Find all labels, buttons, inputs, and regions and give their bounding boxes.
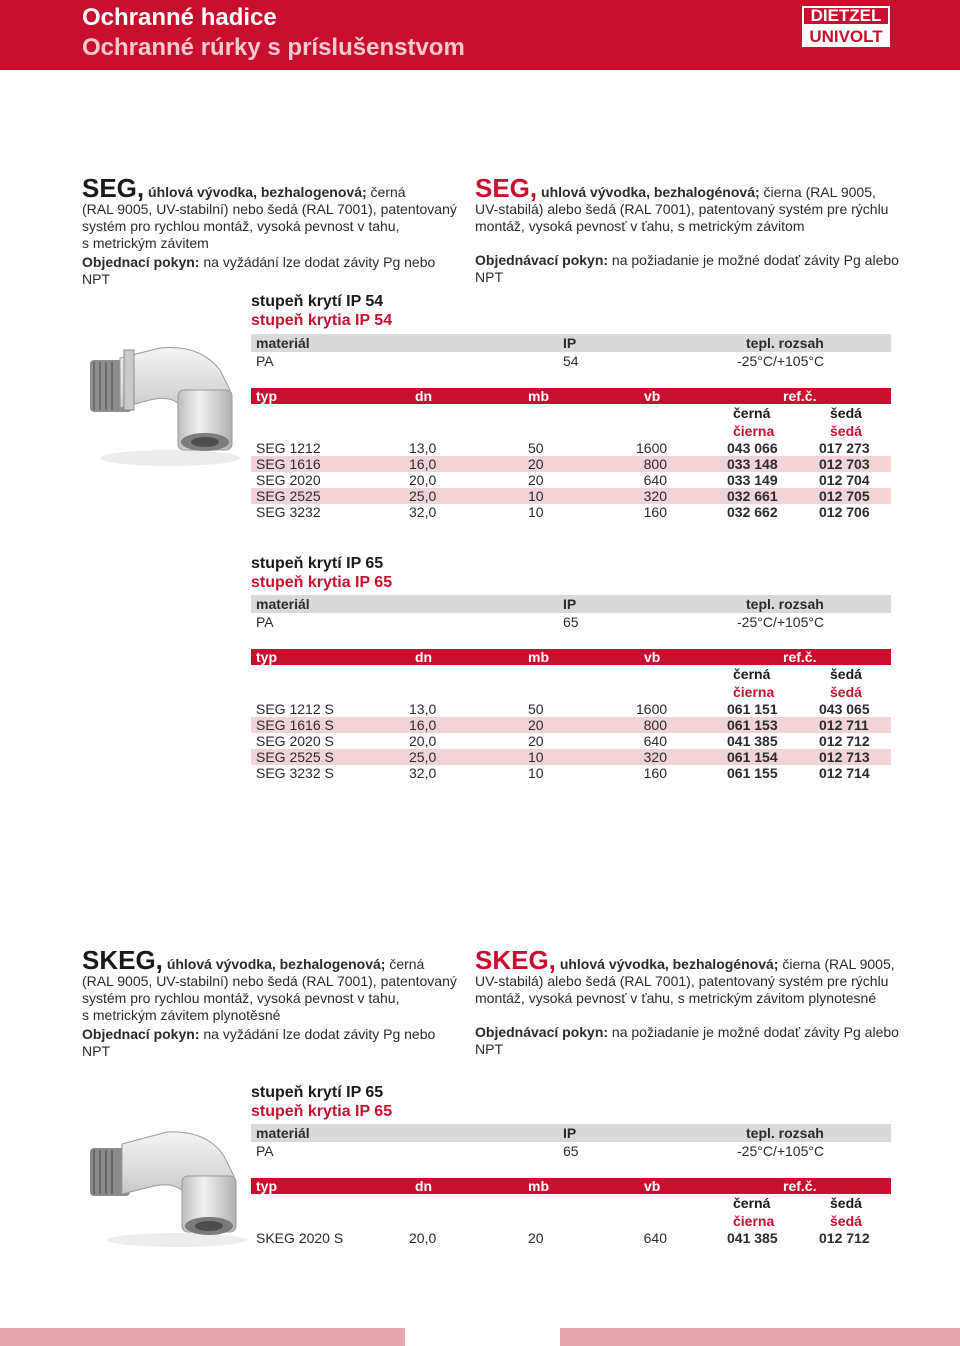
color-grey: šedá xyxy=(830,1195,862,1211)
cell-dn: 25,0 xyxy=(409,488,437,504)
order-note xyxy=(82,1026,467,1060)
order-text: NPT xyxy=(475,269,503,285)
material-table xyxy=(251,595,891,631)
table-row xyxy=(251,440,891,456)
cell-typ: SEG 1212 xyxy=(256,440,321,456)
table-row xyxy=(251,733,891,749)
cell-r1: 061 155 xyxy=(727,765,778,781)
seg-description-cz xyxy=(82,173,467,288)
color-row-sk xyxy=(251,683,891,701)
col-dn: dn xyxy=(415,1178,433,1194)
ip-label: IP xyxy=(563,335,577,351)
ip-value: 65 xyxy=(563,1143,579,1159)
cell-r1: 061 154 xyxy=(727,749,778,765)
cell-dn: 13,0 xyxy=(409,440,437,456)
col-ref: ref.č. xyxy=(783,388,817,404)
material-table xyxy=(251,334,891,370)
cell-r1: 033 148 xyxy=(727,456,778,472)
temp-label: tepl. rozsah xyxy=(746,1125,824,1141)
product-name: SEG, xyxy=(475,173,538,203)
table-row xyxy=(251,456,891,472)
order-text: NPT xyxy=(475,1041,503,1057)
cell-dn: 20,0 xyxy=(409,733,437,749)
color-black: čierna xyxy=(733,423,775,439)
product-lead: úhlová vývodka, bezhalogenová; xyxy=(166,956,386,972)
table-row xyxy=(251,488,891,504)
cell-vb: 160 xyxy=(643,765,667,781)
cell-r2: 043 065 xyxy=(819,701,870,717)
color-grey: šedá xyxy=(830,666,862,682)
material-value: PA xyxy=(256,1143,274,1159)
product-lead: uhlová vývodka, bezhalogénová; xyxy=(541,184,760,200)
desc-line: systém pro rychlou montáž, vysoká pevnost v tahu, xyxy=(82,218,400,234)
table-row xyxy=(251,504,891,520)
cell-vb: 1600 xyxy=(636,701,668,717)
product-name: SKEG, xyxy=(82,945,163,975)
col-mb: mb xyxy=(528,649,549,665)
order-note xyxy=(475,252,905,269)
ip-title-cz: stupeň krytí IP 65 xyxy=(251,555,384,572)
desc-line: s metrickým závitem xyxy=(82,235,209,251)
cell-vb: 800 xyxy=(643,456,667,472)
color-black: čierna xyxy=(733,1213,775,1229)
col-dn: dn xyxy=(415,649,433,665)
table-body xyxy=(251,1230,891,1246)
cell-mb: 10 xyxy=(528,504,544,520)
color-row-cz xyxy=(251,665,891,683)
cell-typ: SEG 2525 S xyxy=(256,749,334,765)
logo-bottom-text: UNIVOLT xyxy=(802,26,890,47)
product-name: SEG, xyxy=(82,173,145,203)
col-typ: typ xyxy=(256,1178,277,1194)
temp-value: -25°C/+105°C xyxy=(737,1143,825,1159)
ip-label: IP xyxy=(563,596,577,612)
material-value: PA xyxy=(256,353,274,369)
material-value: PA xyxy=(256,614,274,630)
skeg-description-sk xyxy=(475,945,905,1058)
cell-dn: 25,0 xyxy=(409,749,437,765)
cell-r2: 012 713 xyxy=(819,749,870,765)
material-header-row xyxy=(251,1124,891,1142)
temp-value: -25°C/+105°C xyxy=(737,353,825,369)
desc-line: montáž, vysoká pevnosť v ťahu, s metrickým závitom xyxy=(475,218,805,234)
ip-rating-title xyxy=(251,554,392,592)
desc-line: čierna (RAL 9005, xyxy=(778,956,895,972)
cell-typ: SEG 2020 S xyxy=(256,733,334,749)
ip-value: 65 xyxy=(563,614,579,630)
color-black: černá xyxy=(733,666,771,682)
desc-line: černá xyxy=(385,956,425,972)
order-note xyxy=(475,1024,905,1041)
cell-typ: SEG 1212 S xyxy=(256,701,334,717)
product-lead: úhlová vývodka, bezhalogenová; xyxy=(148,184,367,200)
cell-r1: 032 662 xyxy=(727,504,778,520)
cell-r1: 043 066 xyxy=(727,440,778,456)
table-header-row xyxy=(251,649,891,665)
order-label: Objednávací pokyn: xyxy=(475,1024,609,1040)
temp-value: -25°C/+105°C xyxy=(737,614,825,630)
col-vb: vb xyxy=(644,649,661,665)
desc-line: černá xyxy=(366,184,406,200)
cell-typ: SKEG 2020 S xyxy=(256,1230,344,1246)
order-text: na vyžádání lze dodat závity Pg nebo NPT xyxy=(82,254,436,287)
color-row-cz xyxy=(251,1194,891,1212)
cell-mb: 20 xyxy=(528,472,544,488)
material-label: materiál xyxy=(256,596,310,612)
ip-label: IP xyxy=(563,1125,577,1141)
ip-rating-title xyxy=(251,292,392,330)
color-black: černá xyxy=(733,1195,771,1211)
cell-mb: 10 xyxy=(528,749,544,765)
cell-vb: 640 xyxy=(643,1230,667,1246)
col-ref: ref.č. xyxy=(783,1178,817,1194)
ip-rating-title xyxy=(251,1083,392,1121)
desc-line: UV-stabilá) alebo šedá (RAL 7001), patentovaný systém pre rýchlu xyxy=(475,973,889,989)
cell-typ: SEG 2020 xyxy=(256,472,321,488)
color-grey: šedá xyxy=(830,405,862,421)
ip-title-sk: stupeň krytia IP 65 xyxy=(251,574,393,591)
desc-line: čierna (RAL 9005, xyxy=(759,184,876,200)
col-ref: ref.č. xyxy=(783,649,817,665)
table-row xyxy=(251,701,891,717)
cell-mb: 20 xyxy=(528,733,544,749)
seg-product-photo xyxy=(80,330,250,470)
col-vb: vb xyxy=(644,1178,661,1194)
col-vb: vb xyxy=(644,388,661,404)
cell-vb: 640 xyxy=(643,733,667,749)
page-header xyxy=(0,0,960,70)
product-table xyxy=(251,388,891,520)
color-row-sk xyxy=(251,422,891,440)
ip-title-cz: stupeň krytí IP 65 xyxy=(251,1084,384,1101)
cell-r2: 012 703 xyxy=(819,456,870,472)
product-lead: uhlová vývodka, bezhalogénová; xyxy=(559,956,779,972)
cell-mb: 20 xyxy=(528,456,544,472)
cell-typ: SEG 1616 xyxy=(256,456,321,472)
footer-bar-right xyxy=(560,1328,960,1346)
table-body xyxy=(251,440,891,520)
cell-dn: 16,0 xyxy=(409,717,437,733)
cell-r1: 061 151 xyxy=(727,701,778,717)
col-dn: dn xyxy=(415,388,433,404)
cell-r2: 012 714 xyxy=(819,765,870,781)
color-row-cz xyxy=(251,404,891,422)
material-table xyxy=(251,1124,891,1160)
cell-r2: 012 704 xyxy=(819,472,870,488)
cell-r1: 032 661 xyxy=(727,488,778,504)
table-header-row xyxy=(251,1178,891,1194)
order-text: na vyžádání lze dodat závity Pg nebo NPT xyxy=(82,1026,436,1059)
material-value-row xyxy=(251,352,891,370)
dietzel-univolt-logo xyxy=(802,6,890,47)
material-value-row xyxy=(251,1142,891,1160)
cell-dn: 20,0 xyxy=(409,1230,437,1246)
cell-r2: 012 712 xyxy=(819,733,870,749)
desc-line: s metrickým závitem plynotěsné xyxy=(82,1007,281,1023)
table-row xyxy=(251,717,891,733)
cell-vb: 800 xyxy=(643,717,667,733)
cell-r1: 033 149 xyxy=(727,472,778,488)
product-name: SKEG, xyxy=(475,945,556,975)
cell-r1: 041 385 xyxy=(727,733,778,749)
order-text: na požiadanie je možné dodať závity Pg alebo xyxy=(608,252,899,268)
cell-vb: 320 xyxy=(643,749,667,765)
cell-dn: 20,0 xyxy=(409,472,437,488)
temp-label: tepl. rozsah xyxy=(746,596,824,612)
order-note xyxy=(82,254,467,288)
product-table xyxy=(251,1178,891,1246)
cell-mb: 50 xyxy=(528,701,544,717)
cell-r2: 012 705 xyxy=(819,488,870,504)
cell-dn: 32,0 xyxy=(409,504,437,520)
cell-mb: 50 xyxy=(528,440,544,456)
cell-mb: 10 xyxy=(528,488,544,504)
page-title-sk: Ochranné rúrky s príslušenstvom xyxy=(82,34,465,61)
cell-typ: SEG 2525 xyxy=(256,488,321,504)
cell-dn: 13,0 xyxy=(409,701,437,717)
order-label: Objednávací pokyn: xyxy=(475,252,609,268)
color-grey: šedá xyxy=(830,423,862,439)
cell-mb: 10 xyxy=(528,765,544,781)
cell-vb: 1600 xyxy=(636,440,668,456)
table-row xyxy=(251,749,891,765)
cell-r2: 012 712 xyxy=(819,1230,870,1246)
desc-line: UV-stabilá) alebo šedá (RAL 7001), patentovaný systém pre rýchlu xyxy=(475,201,889,217)
cell-vb: 160 xyxy=(643,504,667,520)
desc-line: (RAL 9005, UV-stabilní) nebo šedá (RAL 7001), patentovaný xyxy=(82,201,457,217)
cell-r1: 041 385 xyxy=(727,1230,778,1246)
material-label: materiál xyxy=(256,335,310,351)
skeg-product-photo xyxy=(82,1120,252,1250)
ip-title-sk: stupeň krytia IP 54 xyxy=(251,312,393,329)
skeg-description-cz xyxy=(82,945,467,1060)
product-table xyxy=(251,649,891,781)
material-header-row xyxy=(251,595,891,613)
order-text: na požiadanie je možné dodať závity Pg alebo xyxy=(608,1024,899,1040)
material-value-row xyxy=(251,613,891,631)
cell-vb: 640 xyxy=(643,472,667,488)
color-row-sk xyxy=(251,1212,891,1230)
col-typ: typ xyxy=(256,388,277,404)
material-header-row xyxy=(251,334,891,352)
col-mb: mb xyxy=(528,1178,549,1194)
table-row xyxy=(251,472,891,488)
ip-title-sk: stupeň krytia IP 65 xyxy=(251,1103,393,1120)
cell-mb: 20 xyxy=(528,1230,544,1246)
color-black: černá xyxy=(733,405,771,421)
cell-r2: 012 711 xyxy=(819,717,869,733)
ip-value: 54 xyxy=(563,353,579,369)
color-grey: šedá xyxy=(830,1213,862,1229)
col-typ: typ xyxy=(256,649,277,665)
cell-typ: SEG 1616 S xyxy=(256,717,334,733)
cell-mb: 20 xyxy=(528,717,544,733)
temp-label: tepl. rozsah xyxy=(746,335,824,351)
desc-line: systém pro rychlou montáž, vysoká pevnost v tahu, xyxy=(82,990,400,1006)
color-black: čierna xyxy=(733,684,775,700)
order-label: Objednací pokyn: xyxy=(82,254,200,270)
cell-dn: 32,0 xyxy=(409,765,437,781)
cell-typ: SEG 3232 S xyxy=(256,765,334,781)
desc-line: (RAL 9005, UV-stabilní) nebo šedá (RAL 7001), patentovaný xyxy=(82,973,457,989)
seg-description-sk xyxy=(475,173,905,286)
cell-r2: 017 273 xyxy=(819,440,870,456)
order-label: Objednací pokyn: xyxy=(82,1026,200,1042)
material-label: materiál xyxy=(256,1125,310,1141)
footer-bar-left xyxy=(0,1328,405,1346)
table-header-row xyxy=(251,388,891,404)
table-body xyxy=(251,701,891,781)
cell-r2: 012 706 xyxy=(819,504,870,520)
logo-top-text: DIETZEL xyxy=(802,6,890,26)
color-grey: šedá xyxy=(830,684,862,700)
table-row xyxy=(251,1230,891,1246)
ip-title-cz: stupeň krytí IP 54 xyxy=(251,293,384,310)
col-mb: mb xyxy=(528,388,549,404)
cell-dn: 16,0 xyxy=(409,456,437,472)
page-title-cz: Ochranné hadice xyxy=(82,4,277,31)
table-row xyxy=(251,765,891,781)
cell-typ: SEG 3232 xyxy=(256,504,321,520)
cell-vb: 320 xyxy=(643,488,667,504)
cell-r1: 061 153 xyxy=(727,717,778,733)
desc-line: montáž, vysoká pevnosť v ťahu, s metrickým závitom plynotesné xyxy=(475,990,877,1006)
